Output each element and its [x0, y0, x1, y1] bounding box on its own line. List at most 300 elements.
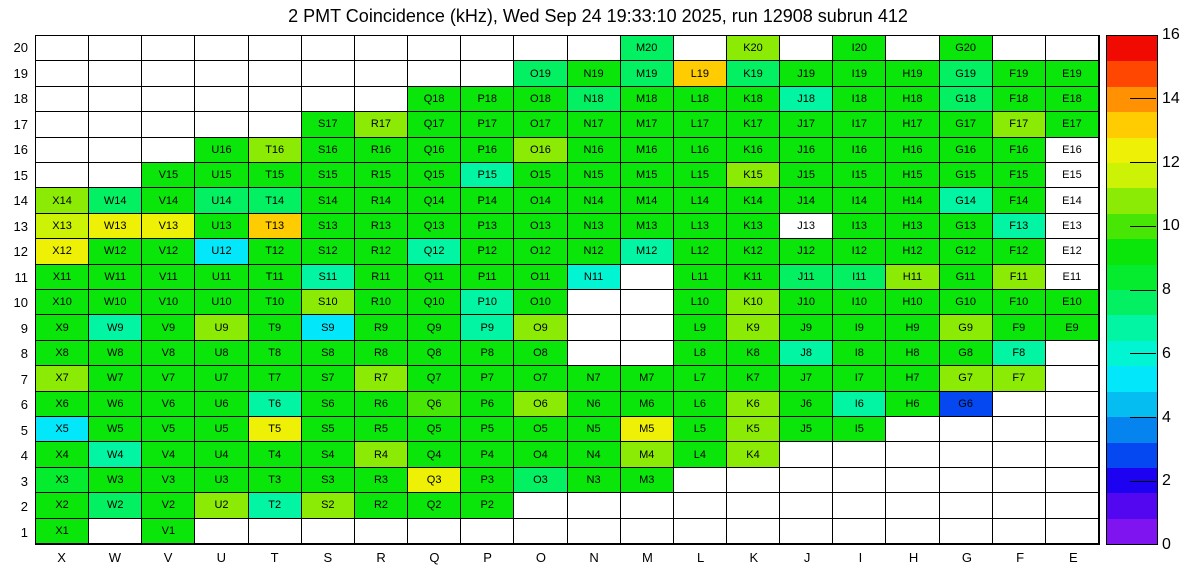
heatmap-cell-F11: F11	[993, 265, 1046, 290]
heatmap-cell-E17: E17	[1046, 112, 1099, 137]
heatmap-cell-K4: K4	[727, 442, 780, 467]
heatmap-cell-blank	[355, 36, 408, 61]
heatmap-cell-K6: K6	[727, 392, 780, 417]
heatmap-cell-G15: G15	[940, 163, 993, 188]
colorbar-band	[1107, 188, 1157, 213]
row-axis-label-18: 18	[13, 91, 28, 106]
heatmap-cell-H19: H19	[886, 61, 939, 86]
heatmap-cell-W9: W9	[89, 315, 142, 340]
heatmap-cell-H13: H13	[886, 214, 939, 239]
heatmap-cell-K18: K18	[727, 87, 780, 112]
heatmap-cell-Q18: Q18	[408, 87, 461, 112]
colorbar-tick-label-8: 8	[1162, 281, 1171, 298]
heatmap-cell-T14: T14	[249, 188, 302, 213]
heatmap-cell-R15: R15	[355, 163, 408, 188]
heatmap-cell-P16: P16	[461, 138, 514, 163]
heatmap-cell-S16: S16	[302, 138, 355, 163]
heatmap-cell-X11: X11	[36, 265, 89, 290]
heatmap-cell-H7: H7	[886, 366, 939, 391]
heatmap-cell-U5: U5	[195, 417, 248, 442]
heatmap-cell-O13: O13	[514, 214, 567, 239]
heatmap-cell-W11: W11	[89, 265, 142, 290]
heatmap-cell-blank	[621, 341, 674, 366]
colorbar-tick-label-12: 12	[1162, 153, 1180, 171]
heatmap-cell-I7: I7	[833, 366, 886, 391]
colorbar-tick	[1130, 162, 1156, 163]
heatmap-cell-S3: S3	[302, 468, 355, 493]
heatmap-cell-N7: N7	[568, 366, 621, 391]
heatmap-cell-N4: N4	[568, 442, 621, 467]
heatmap-cell-blank	[195, 87, 248, 112]
heatmap-cell-blank	[674, 493, 727, 518]
colorbar-band	[1107, 36, 1157, 61]
heatmap-cell-blank	[1046, 442, 1099, 467]
heatmap-cell-W5: W5	[89, 417, 142, 442]
heatmap-cell-T15: T15	[249, 163, 302, 188]
heatmap-cell-U16: U16	[195, 138, 248, 163]
colorbar-tick-label-6: 6	[1162, 344, 1171, 362]
heatmap-cell-W14: W14	[89, 188, 142, 213]
heatmap-cell-I19: I19	[833, 61, 886, 86]
heatmap-cell-blank	[993, 468, 1046, 493]
heatmap-cell-blank	[36, 36, 89, 61]
heatmap-cell-V5: V5	[142, 417, 195, 442]
heatmap-cell-blank	[993, 442, 1046, 467]
heatmap-cell-P7: P7	[461, 366, 514, 391]
heatmap-cell-Q16: Q16	[408, 138, 461, 163]
row-axis-label-10: 10	[13, 295, 28, 310]
heatmap-cell-X9: X9	[36, 315, 89, 340]
row-axis-label-4: 4	[20, 448, 28, 463]
heatmap-cell-blank	[89, 112, 142, 137]
heatmap-cell-U11: U11	[195, 265, 248, 290]
heatmap-cell-W3: W3	[89, 468, 142, 493]
heatmap-cell-I16: I16	[833, 138, 886, 163]
col-axis-label-U: U	[216, 550, 227, 565]
heatmap-cell-V9: V9	[142, 315, 195, 340]
heatmap-cell-blank	[461, 61, 514, 86]
heatmap-cell-M6: M6	[621, 392, 674, 417]
row-axis-label-11: 11	[14, 269, 28, 285]
heatmap-cell-S5: S5	[302, 417, 355, 442]
heatmap-cell-E12: E12	[1046, 239, 1099, 264]
heatmap-cell-blank	[355, 87, 408, 112]
heatmap-cell-O16: O16	[514, 138, 567, 163]
heatmap-cell-F12: F12	[993, 239, 1046, 264]
heatmap-cell-blank	[621, 493, 674, 518]
heatmap-cell-blank	[1046, 36, 1099, 61]
heatmap-cell-blank	[568, 341, 621, 366]
heatmap-cell-R16: R16	[355, 138, 408, 163]
heatmap-cell-R10: R10	[355, 290, 408, 315]
heatmap-cell-H11: H11	[886, 265, 939, 290]
heatmap-cell-J12: J12	[780, 239, 833, 264]
col-axis-label-E: E	[1069, 550, 1078, 565]
heatmap-cell-U2: U2	[195, 493, 248, 518]
heatmap-cell-W10: W10	[89, 290, 142, 315]
heatmap-cell-R14: R14	[355, 188, 408, 213]
heatmap-cell-J5: J5	[780, 417, 833, 442]
heatmap-cell-N5: N5	[568, 417, 621, 442]
heatmap-cell-K13: K13	[727, 214, 780, 239]
heatmap-cell-F19: F19	[993, 61, 1046, 86]
heatmap-cell-R3: R3	[355, 468, 408, 493]
heatmap-cell-blank	[993, 36, 1046, 61]
row-axis-label-13: 13	[13, 218, 28, 234]
heatmap-cell-I9: I9	[833, 315, 886, 340]
heatmap-cell-P2: P2	[461, 493, 514, 518]
heatmap-cell-blank	[89, 36, 142, 61]
col-axis-label-M: M	[641, 550, 653, 565]
heatmap-cell-O3: O3	[514, 468, 567, 493]
heatmap-cell-W6: W6	[89, 392, 142, 417]
heatmap-cell-P11: P11	[461, 265, 514, 290]
heatmap-cell-blank	[1046, 392, 1099, 417]
heatmap-cell-Q14: Q14	[408, 188, 461, 213]
heatmap-cell-blank	[461, 36, 514, 61]
heatmap-cell-U14: U14	[195, 188, 248, 213]
row-axis-label-6: 6	[20, 397, 28, 412]
heatmap-cell-blank	[36, 138, 89, 163]
colorbar-tick-label-4: 4	[1162, 408, 1171, 426]
heatmap-cell-Q5: Q5	[408, 417, 461, 442]
heatmap-cell-J15: J15	[780, 163, 833, 188]
heatmap-cell-P12: P12	[461, 239, 514, 264]
heatmap-cell-E18: E18	[1046, 87, 1099, 112]
heatmap-cell-blank	[1046, 417, 1099, 442]
col-axis-label-S: S	[323, 550, 333, 565]
heatmap-cell-T4: T4	[249, 442, 302, 467]
heatmap-cell-W13: W13	[89, 214, 142, 239]
row-axis-label-2: 2	[20, 499, 28, 514]
heatmap-cell-S17: S17	[302, 112, 355, 137]
heatmap-cell-J11: J11	[780, 265, 833, 290]
heatmap-cell-N6: N6	[568, 392, 621, 417]
heatmap-cell-H17: H17	[886, 112, 939, 137]
heatmap-cell-K14: K14	[727, 188, 780, 213]
heatmap-cell-T16: T16	[249, 138, 302, 163]
heatmap-cell-R11: R11	[355, 265, 408, 290]
colorbar-tick-label-16: 16	[1162, 26, 1180, 43]
colorbar-tick	[1130, 481, 1156, 482]
heatmap-cell-X3: X3	[36, 468, 89, 493]
heatmap-cell-H14: H14	[886, 188, 939, 213]
heatmap-cell-E16: E16	[1046, 138, 1099, 163]
colorbar-band	[1107, 392, 1157, 417]
heatmap-cell-S14: S14	[302, 188, 355, 213]
heatmap-cell-I15: I15	[833, 163, 886, 188]
heatmap-cell-U15: U15	[195, 163, 248, 188]
heatmap-cell-E9: E9	[1046, 315, 1099, 340]
heatmap-cell-G14: G14	[940, 188, 993, 213]
row-axis-label-9: 9	[20, 320, 28, 336]
heatmap-cell-I8: I8	[833, 341, 886, 366]
colorbar-tick	[1130, 226, 1156, 227]
heatmap-cell-blank	[1046, 366, 1099, 391]
heatmap-cell-M14: M14	[621, 188, 674, 213]
heatmap-cell-I12: I12	[833, 239, 886, 264]
heatmap-cell-blank	[940, 468, 993, 493]
row-axis-label-5: 5	[20, 422, 28, 438]
heatmap-cell-V6: V6	[142, 392, 195, 417]
heatmap-cell-N17: N17	[568, 112, 621, 137]
heatmap-cell-blank	[993, 417, 1046, 442]
heatmap-cell-X13: X13	[36, 214, 89, 239]
heatmap-cell-blank	[142, 112, 195, 137]
heatmap-cell-W7: W7	[89, 366, 142, 391]
heatmap-cell-S2: S2	[302, 493, 355, 518]
page-title: 2 PMT Coincidence (kHz), Wed Sep 24 19:33:10 2025, run 12908 subrun 412	[288, 6, 908, 26]
heatmap-cell-H12: H12	[886, 239, 939, 264]
heatmap-cell-T5: T5	[249, 417, 302, 442]
colorbar-band	[1107, 315, 1157, 340]
heatmap-cell-blank	[674, 519, 727, 544]
col-axis-label-X: X	[57, 550, 66, 565]
heatmap-cell-N3: N3	[568, 468, 621, 493]
colorbar-band	[1107, 493, 1157, 518]
heatmap-cell-G9: G9	[940, 315, 993, 340]
heatmap-cell-blank	[89, 61, 142, 86]
heatmap-cell-blank	[674, 468, 727, 493]
heatmap-cell-M16: M16	[621, 138, 674, 163]
heatmap-cell-blank	[36, 61, 89, 86]
heatmap-cell-R13: R13	[355, 214, 408, 239]
col-axis-label-I: I	[858, 550, 863, 565]
heatmap-cell-blank	[514, 519, 567, 544]
heatmap-cell-V4: V4	[142, 442, 195, 467]
heatmap-cell-S10: S10	[302, 290, 355, 315]
heatmap-cell-X4: X4	[36, 442, 89, 467]
heatmap-cell-blank	[302, 87, 355, 112]
heatmap-cell-S12: S12	[302, 239, 355, 264]
heatmap-cell-K10: K10	[727, 290, 780, 315]
heatmap-cell-M5: M5	[621, 417, 674, 442]
heatmap-cell-L5: L5	[674, 417, 727, 442]
heatmap-cell-blank	[886, 493, 939, 518]
heatmap-cell-blank	[355, 61, 408, 86]
heatmap-cell-X12: X12	[36, 239, 89, 264]
heatmap-cell-L7: L7	[674, 366, 727, 391]
heatmap-cell-W8: W8	[89, 341, 142, 366]
heatmap-cell-V3: V3	[142, 468, 195, 493]
heatmap-cell-Q9: Q9	[408, 315, 461, 340]
heatmap-cell-P8: P8	[461, 341, 514, 366]
heatmap-cell-E15: E15	[1046, 163, 1099, 188]
heatmap-cell-V8: V8	[142, 341, 195, 366]
heatmap-cell-P15: P15	[461, 163, 514, 188]
heatmap-cell-blank	[461, 519, 514, 544]
heatmap-cell-S7: S7	[302, 366, 355, 391]
heatmap-cell-blank	[302, 519, 355, 544]
heatmap-cell-L18: L18	[674, 87, 727, 112]
heatmap-cell-L10: L10	[674, 290, 727, 315]
heatmap-cell-R12: R12	[355, 239, 408, 264]
heatmap-cell-G13: G13	[940, 214, 993, 239]
heatmap-cell-blank	[36, 87, 89, 112]
heatmap-cell-blank	[621, 265, 674, 290]
heatmap-cell-J8: J8	[780, 341, 833, 366]
heatmap-cell-P18: P18	[461, 87, 514, 112]
heatmap-cell-K9: K9	[727, 315, 780, 340]
heatmap-cell-U8: U8	[195, 341, 248, 366]
heatmap-cell-blank	[780, 442, 833, 467]
col-axis-label-H: H	[908, 550, 919, 565]
heatmap-cell-blank	[1046, 468, 1099, 493]
heatmap-cell-blank	[621, 290, 674, 315]
heatmap-cell-blank	[940, 442, 993, 467]
col-axis-label-R: R	[376, 550, 386, 565]
heatmap-cell-blank	[621, 315, 674, 340]
heatmap-cell-blank	[302, 61, 355, 86]
heatmap-cell-O4: O4	[514, 442, 567, 467]
heatmap-cell-L14: L14	[674, 188, 727, 213]
colorbar-tick	[1130, 290, 1156, 291]
heatmap-cell-blank	[408, 61, 461, 86]
heatmap-cell-blank	[195, 519, 248, 544]
colorbar-band	[1107, 163, 1157, 188]
heatmap-cell-M19: M19	[621, 61, 674, 86]
heatmap-cell-blank	[993, 519, 1046, 544]
heatmap-cell-H18: H18	[886, 87, 939, 112]
heatmap-cell-L4: L4	[674, 442, 727, 467]
heatmap-cell-blank	[195, 61, 248, 86]
heatmap-cell-T13: T13	[249, 214, 302, 239]
heatmap-cell-blank	[833, 519, 886, 544]
colorbar-band	[1107, 417, 1157, 442]
heatmap-cell-Q17: Q17	[408, 112, 461, 137]
heatmap-cell-blank	[727, 493, 780, 518]
heatmap-cell-M4: M4	[621, 442, 674, 467]
heatmap-cell-M12: M12	[621, 239, 674, 264]
heatmap-cell-I20: I20	[833, 36, 886, 61]
colorbar-band	[1107, 112, 1157, 137]
heatmap-cell-O14: O14	[514, 188, 567, 213]
heatmap-cell-blank	[833, 442, 886, 467]
heatmap-cell-V1: V1	[142, 519, 195, 544]
heatmap-cell-M3: M3	[621, 468, 674, 493]
heatmap-cell-G6: G6	[940, 392, 993, 417]
heatmap-cell-K12: K12	[727, 239, 780, 264]
colorbar-tick-label-2: 2	[1162, 472, 1171, 490]
row-axis-label-20: 20	[13, 40, 28, 55]
heatmap-cell-G20: G20	[940, 36, 993, 61]
heatmap-cell-M13: M13	[621, 214, 674, 239]
heatmap-cell-O8: O8	[514, 341, 567, 366]
heatmap-cell-Q6: Q6	[408, 392, 461, 417]
heatmap-cell-V11: V11	[142, 265, 195, 290]
colorbar-tick-label-10: 10	[1162, 217, 1180, 235]
heatmap-cell-J14: J14	[780, 188, 833, 213]
heatmap-cell-M7: M7	[621, 366, 674, 391]
heatmap-cell-U6: U6	[195, 392, 248, 417]
heatmap-cell-blank	[1046, 519, 1099, 544]
heatmap-cell-P5: P5	[461, 417, 514, 442]
heatmap-cell-U10: U10	[195, 290, 248, 315]
heatmap-cell-L9: L9	[674, 315, 727, 340]
heatmap-cell-E13: E13	[1046, 214, 1099, 239]
heatmap-cell-O15: O15	[514, 163, 567, 188]
heatmap-cell-blank	[886, 468, 939, 493]
colorbar-tick-label-14: 14	[1162, 89, 1180, 107]
heatmap-cell-P14: P14	[461, 188, 514, 213]
heatmap-cell-K19: K19	[727, 61, 780, 86]
heatmap-cell-V7: V7	[142, 366, 195, 391]
row-axis-label-19: 19	[13, 65, 28, 81]
heatmap-cell-V2: V2	[142, 493, 195, 518]
heatmap-cell-R4: R4	[355, 442, 408, 467]
heatmap-cell-F13: F13	[993, 214, 1046, 239]
heatmap-cell-M17: M17	[621, 112, 674, 137]
heatmap-cell-G19: G19	[940, 61, 993, 86]
heatmap-cell-V13: V13	[142, 214, 195, 239]
heatmap-cell-W12: W12	[89, 239, 142, 264]
row-axis-label-14: 14	[13, 193, 28, 208]
heatmap-cell-E14: E14	[1046, 188, 1099, 213]
heatmap-cell-blank	[886, 36, 939, 61]
heatmap-cell-I6: I6	[833, 392, 886, 417]
heatmap-cell-R9: R9	[355, 315, 408, 340]
heatmap-cell-blank	[1046, 341, 1099, 366]
heatmap-cell-blank	[727, 519, 780, 544]
heatmap-cell-T8: T8	[249, 341, 302, 366]
heatmap-cell-X8: X8	[36, 341, 89, 366]
heatmap-cell-blank	[302, 36, 355, 61]
heatmap-cell-Q7: Q7	[408, 366, 461, 391]
heatmap-cell-blank	[1046, 493, 1099, 518]
heatmap-cell-blank	[89, 519, 142, 544]
heatmap-cell-blank	[195, 36, 248, 61]
colorbar-band	[1107, 87, 1157, 112]
heatmap-cell-blank	[568, 290, 621, 315]
heatmap-cell-J19: J19	[780, 61, 833, 86]
heatmap-cell-N18: N18	[568, 87, 621, 112]
heatmap-cell-blank	[514, 36, 567, 61]
heatmap-cell-P4: P4	[461, 442, 514, 467]
heatmap-cell-O10: O10	[514, 290, 567, 315]
heatmap-cell-R7: R7	[355, 366, 408, 391]
heatmap-cell-H15: H15	[886, 163, 939, 188]
heatmap-cell-blank	[993, 392, 1046, 417]
heatmap-cell-blank	[249, 87, 302, 112]
heatmap-cell-blank	[89, 163, 142, 188]
heatmap-cell-S9: S9	[302, 315, 355, 340]
heatmap-cell-H10: H10	[886, 290, 939, 315]
heatmap-cell-J16: J16	[780, 138, 833, 163]
heatmap-cell-K5: K5	[727, 417, 780, 442]
heatmap-cell-R5: R5	[355, 417, 408, 442]
heatmap-cell-P17: P17	[461, 112, 514, 137]
heatmap-cell-Q2: Q2	[408, 493, 461, 518]
heatmap-cell-blank	[780, 36, 833, 61]
heatmap-cell-blank	[89, 87, 142, 112]
heatmap-cell-T11: T11	[249, 265, 302, 290]
heatmap-cell-X2: X2	[36, 493, 89, 518]
heatmap-cell-V14: V14	[142, 188, 195, 213]
heatmap-cell-F14: F14	[993, 188, 1046, 213]
heatmap-cell-U7: U7	[195, 366, 248, 391]
heatmap-cell-R8: R8	[355, 341, 408, 366]
heatmap-cell-blank	[886, 442, 939, 467]
row-axis-label-16: 16	[13, 142, 28, 157]
heatmap-cell-blank	[940, 493, 993, 518]
heatmap-cell-F9: F9	[993, 315, 1046, 340]
heatmap-cell-L12: L12	[674, 239, 727, 264]
heatmap-cell-N15: N15	[568, 163, 621, 188]
heatmap-cell-S8: S8	[302, 341, 355, 366]
heatmap-cell-blank	[408, 519, 461, 544]
heatmap-cell-E10: E10	[1046, 290, 1099, 315]
colorbar-band	[1107, 443, 1157, 468]
